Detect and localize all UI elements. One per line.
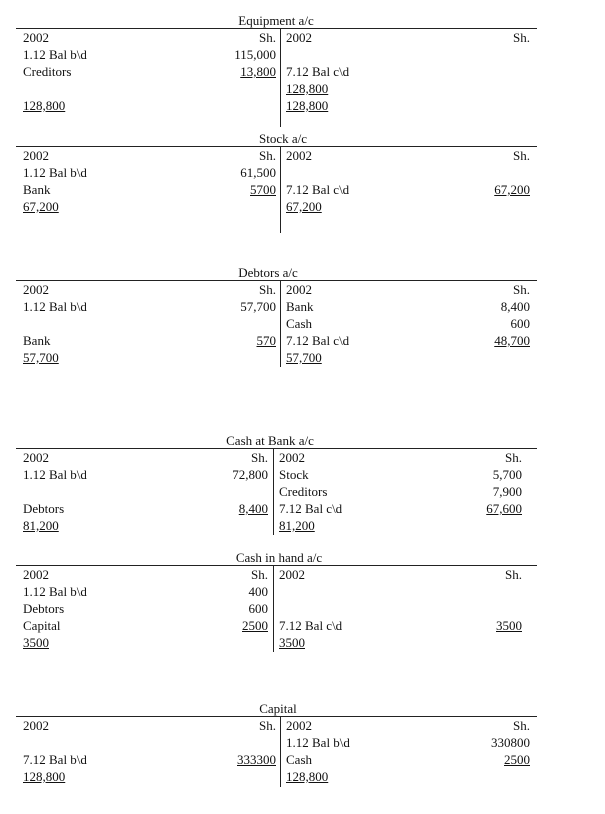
account-title: Stock a/c [258, 131, 307, 146]
debit-currency-label: Sh. [251, 450, 268, 465]
account-title: Capital [259, 701, 297, 716]
credit-currency-label: Sh. [505, 567, 522, 582]
entry-description: Bank [23, 333, 51, 348]
center-divider [273, 449, 274, 535]
left-total: 67,200 [23, 199, 59, 214]
left-total: 81,200 [23, 518, 59, 533]
entry-description: Bank [23, 182, 51, 197]
entry-description: 1.12 Bal b\d [23, 584, 87, 599]
entry-description: Creditors [279, 484, 328, 499]
entry-amount: 600 [510, 316, 530, 331]
debit-currency-label: Sh. [259, 148, 276, 163]
right-year: 2002 [286, 282, 312, 297]
left-year: 2002 [23, 148, 49, 163]
entry-description: 1.12 Bal b\d [23, 47, 87, 62]
right-total: 81,200 [279, 518, 315, 533]
entry-amount: 61,500 [240, 165, 276, 180]
entry-amount: 2500 [242, 618, 268, 633]
left-year: 2002 [23, 567, 49, 582]
account-title: Cash at Bank a/c [226, 433, 314, 448]
entry-amount: 67,200 [494, 182, 530, 197]
entry-description: 7.12 Bal c\d [286, 182, 350, 197]
entry-amount: 333300 [237, 752, 276, 767]
entry-amount: 8,400 [238, 501, 268, 516]
right-year: 2002 [279, 450, 305, 465]
center-divider [273, 566, 274, 652]
entry-amount: 2500 [504, 752, 530, 767]
left-year: 2002 [23, 282, 49, 297]
left-total: 57,700 [23, 350, 59, 365]
left-total: 128,800 [23, 769, 66, 784]
credit-currency-label: Sh. [513, 718, 530, 733]
left-total: 128,800 [23, 98, 66, 113]
entry-amount: 72,800 [232, 467, 268, 482]
left-year: 2002 [23, 450, 49, 465]
header-rule [16, 565, 537, 566]
entry-amount: 5,700 [492, 467, 522, 482]
entry-description: Debtors [23, 601, 65, 616]
account-title: Debtors a/c [238, 265, 298, 280]
entry-description: 7.12 Bal c\d [279, 501, 343, 516]
right-total: 67,200 [286, 199, 322, 214]
left-year: 2002 [23, 718, 49, 733]
left-year: 2002 [23, 30, 49, 45]
entry-amount: 600 [248, 601, 268, 616]
right-total: 57,700 [286, 350, 322, 365]
credit-currency-label: Sh. [513, 30, 530, 45]
right-year: 2002 [286, 148, 312, 163]
right-total: 128,800 [286, 98, 329, 113]
entry-description: Debtors [23, 501, 65, 516]
right-year: 2002 [279, 567, 305, 582]
header-rule [16, 280, 537, 281]
entry-description: 1.12 Bal b\d [23, 299, 87, 314]
credit-currency-label: Sh. [513, 282, 530, 297]
header-rule [16, 448, 537, 449]
debit-currency-label: Sh. [259, 282, 276, 297]
right-total: 3500 [279, 635, 305, 650]
right-total: 128,800 [286, 769, 329, 784]
entry-amount: 5700 [250, 182, 276, 197]
header-rule [16, 28, 537, 29]
center-divider [280, 281, 281, 367]
center-divider [280, 717, 281, 787]
debit-currency-label: Sh. [259, 30, 276, 45]
entry-amount: 400 [248, 584, 268, 599]
entry-amount: 7,900 [492, 484, 522, 499]
entry-amount: 8,400 [500, 299, 530, 314]
left-total: 3500 [23, 635, 49, 650]
account-title: Cash in hand a/c [235, 550, 323, 565]
account-title: Equipment a/c [238, 13, 314, 28]
entry-amount: 115,000 [234, 47, 276, 62]
entry-description: 1.12 Bal b\d [286, 735, 350, 750]
entry-description: Cash [286, 752, 312, 767]
entry-amount: 570 [256, 333, 276, 348]
credit-currency-label: Sh. [513, 148, 530, 163]
debit-currency-label: Sh. [251, 567, 268, 582]
entry-description: Creditors [23, 64, 72, 79]
entry-amount: 57,700 [240, 299, 276, 314]
entry-description: 128,800 [286, 81, 329, 96]
center-divider [280, 147, 281, 233]
right-year: 2002 [286, 30, 312, 45]
entry-amount: 13,800 [240, 64, 276, 79]
credit-currency-label: Sh. [505, 450, 522, 465]
header-rule [16, 716, 537, 717]
entry-description: Bank [286, 299, 314, 314]
entry-description: 1.12 Bal b\d [23, 165, 87, 180]
entry-description: 7.12 Bal b\d [23, 752, 87, 767]
entry-amount: 330800 [491, 735, 530, 750]
entry-amount: 3500 [496, 618, 522, 633]
entry-description: Cash [286, 316, 312, 331]
entry-amount: 67,600 [486, 501, 522, 516]
center-divider [280, 29, 281, 127]
entry-description: 7.12 Bal c\d [286, 333, 350, 348]
right-year: 2002 [286, 718, 312, 733]
entry-description: 7.12 Bal c\d [279, 618, 343, 633]
entry-description: Capital [23, 618, 61, 633]
entry-description: 7.12 Bal c\d [286, 64, 350, 79]
entry-description: 1.12 Bal b\d [23, 467, 87, 482]
entry-description: Stock [279, 467, 309, 482]
entry-amount: 48,700 [494, 333, 530, 348]
debit-currency-label: Sh. [259, 718, 276, 733]
header-rule [16, 146, 537, 147]
